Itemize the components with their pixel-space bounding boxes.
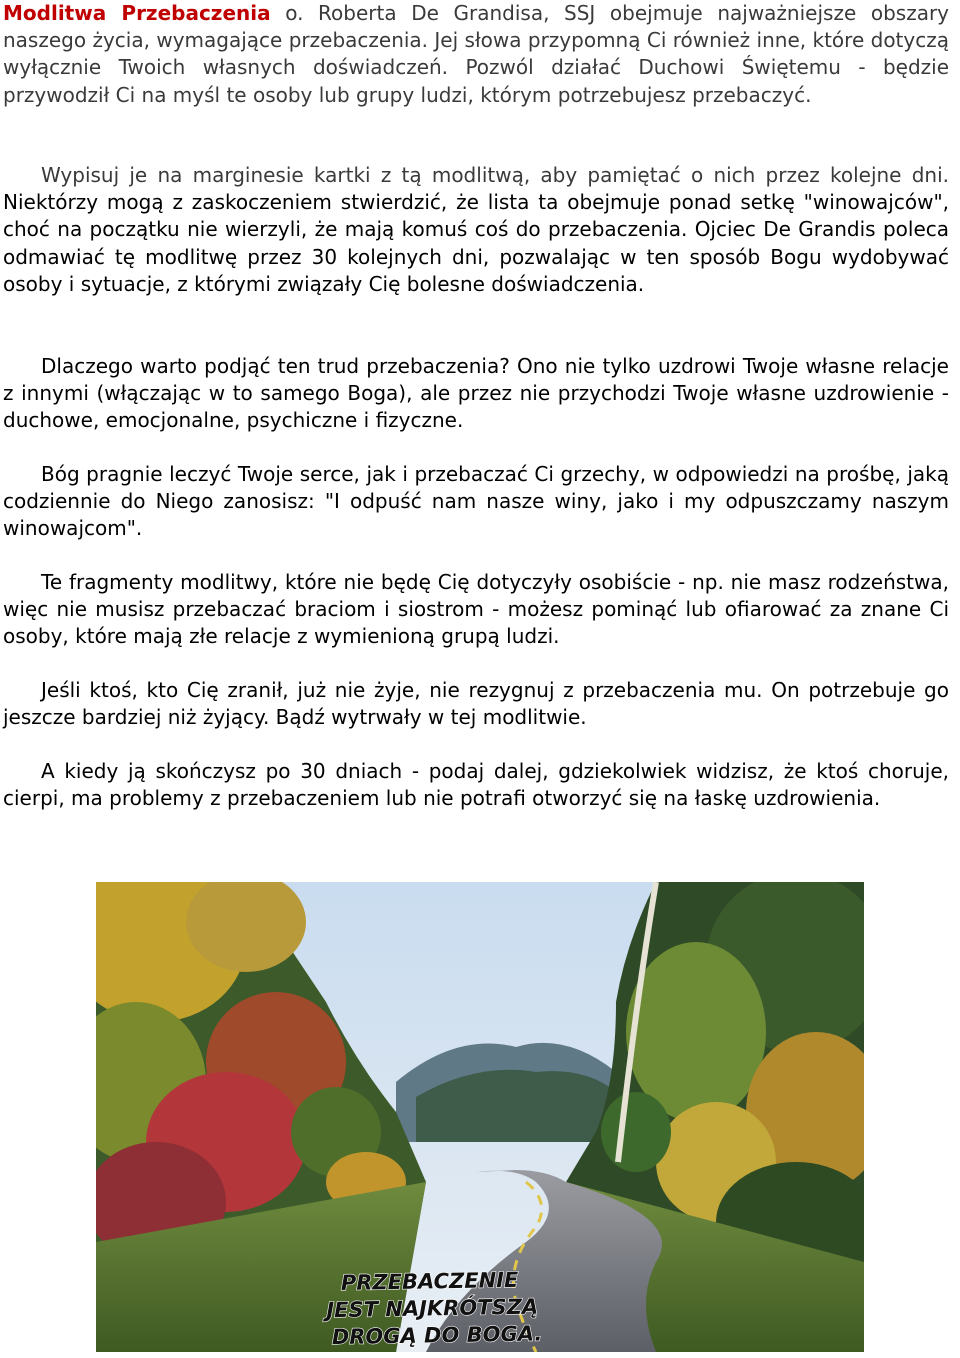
- autumn-road-illustration: [96, 882, 864, 1352]
- paragraph-god-heals-text: Bóg pragnie leczyć Twoje serce, jak i przebaczać Ci grzechy, w odpowiedzi na prośbę, jaką codziennie do Niego zanosisz: "I odpuść nam nasze winy, jako i my odpuszczamy naszym winowajcom".: [3, 462, 949, 541]
- autumn-road-photo: [96, 882, 864, 1352]
- paragraph-deceased: [0, 677, 953, 731]
- paragraph-margin-notes: [0, 162, 953, 298]
- caption-line-3: DROGĄ DO BOGA.: [331, 1321, 543, 1350]
- paragraph-why-forgive-text: Dlaczego warto podjąć ten trud przebaczenia? Ono nie tylko uzdrowi Twoje własne relacje z innymi (włączając w to samego Boga), ale przez nie przychodzi Twoje własne uzdrowienie - duchowe, emocjonalne, psychiczne i fizyczne.: [3, 354, 949, 433]
- intro-paragraph: [0, 0, 953, 109]
- paragraph-pass-on-text: A kiedy ją skończysz po 30 dniach - podaj dalej, gdziekolwiek widzisz, że ktoś choruje, cierpi, ma problemy z przebaczeniem lub nie potrafi otworzyć się na łaskę uzdrowienia.: [3, 759, 949, 811]
- caption-line-2: JEST NAJKRÓTSZĄ: [326, 1294, 539, 1323]
- paragraph-why-forgive: [0, 353, 953, 435]
- paragraph-fragments-text: Te fragmenty modlitwy, które nie będę Cię dotyczyły osobiście - np. nie masz rodzeństwa, więc nie musisz przebaczać braciom i siostrom - możesz pominąć lub ofiarować za znane Ci osoby, które mają złe relacje z wymienioną grupą ludzi.: [3, 570, 949, 649]
- prayer-title: Modlitwa Przebaczenia: [3, 1, 271, 25]
- paragraph-fragments: [0, 569, 953, 651]
- intro-text: o. Roberta De Grandisa, SSJ obejmuje najważniejsze obszary naszego życia, wymagające przebaczenia. Jej słowa przypomną Ci również inne, które dotyczą wyłącznie Twoich własnych doświadczeń. Pozwól działać Duchowi Świętemu - będzie przywodził Ci na myśl te osoby lub grupy ludzi, którym potrzebujesz przebaczyć.: [3, 1, 950, 107]
- paragraph-deceased-text: Jeśli ktoś, kto Cię zranił, już nie żyje, nie rezygnuj z przebaczenia mu. On potrzebuje go jeszcze bardziej niż żyjący. Bądź wytrwały w tej modlitwie.: [3, 678, 949, 730]
- paragraph-margin-notes-body: Niektórzy mogą z zaskoczeniem stwierdzić, że lista ta obejmuje ponad setkę "winowajców", choć na początku nie wierzyli, że mają komuś coś do przebaczenia. Ojciec De Grandis poleca odmawiać tę modlitwę przez 30 kolejnych dni, pozwalając w ten sposób Bogu wydobywać osoby i sytuacje, z którymi związały Cię bolesne doświadczenia.: [3, 190, 949, 296]
- paragraph-margin-notes-lead: Wypisuj je na marginesie kartki z tą modlitwą, aby pamiętać o nich przez kolejne dni.: [41, 163, 949, 187]
- caption-line-1: PRZEBACZENIE: [340, 1267, 519, 1295]
- paragraph-pass-on: [0, 758, 953, 812]
- paragraph-god-heals: [0, 461, 953, 543]
